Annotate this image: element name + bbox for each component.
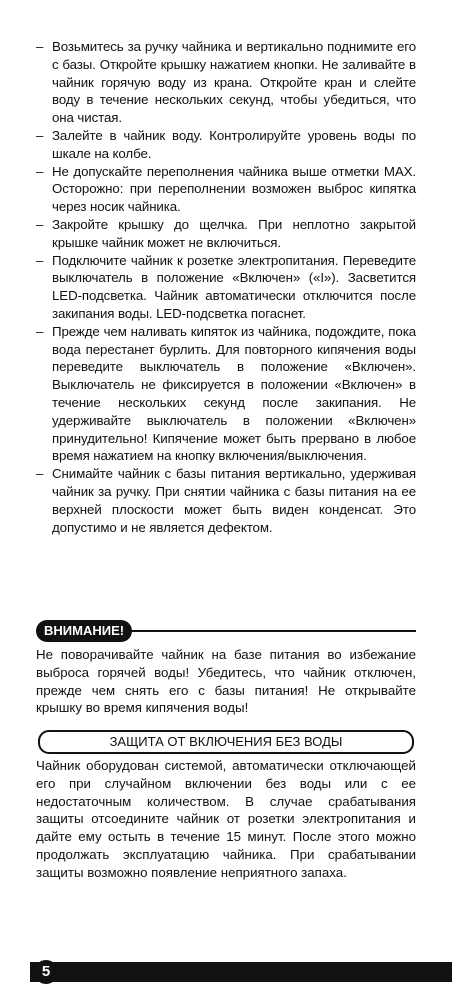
instruction-list [36,38,416,536]
dry-protection-text: Чайник оборудован системой, автоматически отключающей его при случайном включении без воды или с ее недостаточным количеством. В случае срабатывания защиты отсоедините чайник от розетки электропитания и дайте ему остыть в течение 15 минут. После этого можно продолжать эксплуатацию чайника. При срабатывании защиты возможно появление неприятного запаха. [36,758,416,880]
instruction-item: – Залейте в чайник воду. Контролируйте уровень воды по шкале на колбе. [36,127,416,163]
warning-badge: ВНИМАНИЕ! [36,620,132,642]
instruction-item: – Возьмитесь за ручку чайника и вертикально поднимите его с базы. Откройте крышку нажатием кнопки. Не заливайте в чайник горячую воду из крана. Откройте кран и слейте воду в течение нескольких секунд, чтобы убедиться, что она чистая. [36,38,416,127]
page-number: 5 [34,960,58,984]
warning-text: Не поворачивайте чайник на базе питания во избежание выброса горячей воды! Убедитесь, что чайник отключен, прежде чем снять его с базы питания! Не открывайте крышку во время кипячения воды! [36,647,416,716]
footer-bar [30,962,452,982]
dry-protection-title: ЗАЩИТА ОТ ВКЛЮЧЕНИЯ БЕЗ ВОДЫ [38,730,414,754]
instruction-item: – Прежде чем наливать кипяток из чайника, подождите, пока вода перестанет бурлить. Для повторного кипячения воды переведите выключатель в положение «Включен». Выключатель не фиксируется в положении «Включен» в течение нескольких секунд после закипания. Не удерживайте выключатель в положении «Включен» принудительно! Кипячение может быть прервано в любое время нажатием на кнопку включения/выключения. [36,323,416,465]
instruction-item: – Подключите чайник к розетке электропитания. Переведите выключатель в положение «Включен» («I»). Засветится LED-подсветка. Чайник автоматически отключится после закипания воды. LED-подсветка погаснет. [36,252,416,323]
instruction-item: – Не допускайте переполнения чайника выше отметки MAX. Осторожно: при переполнении возможен выброс кипятка через носик чайника. [36,163,416,216]
warning-header [36,620,416,642]
instruction-item: – Снимайте чайник с базы питания вертикально, удерживая чайник за ручку. При снятии чайника с базы питания на ее верхней плоскости может быть виден конденсат. Это допустимо и не является дефектом. [36,465,416,536]
instruction-item: – Закройте крышку до щелчка. При неплотно закрытой крышке чайник может не включиться. [36,216,416,252]
